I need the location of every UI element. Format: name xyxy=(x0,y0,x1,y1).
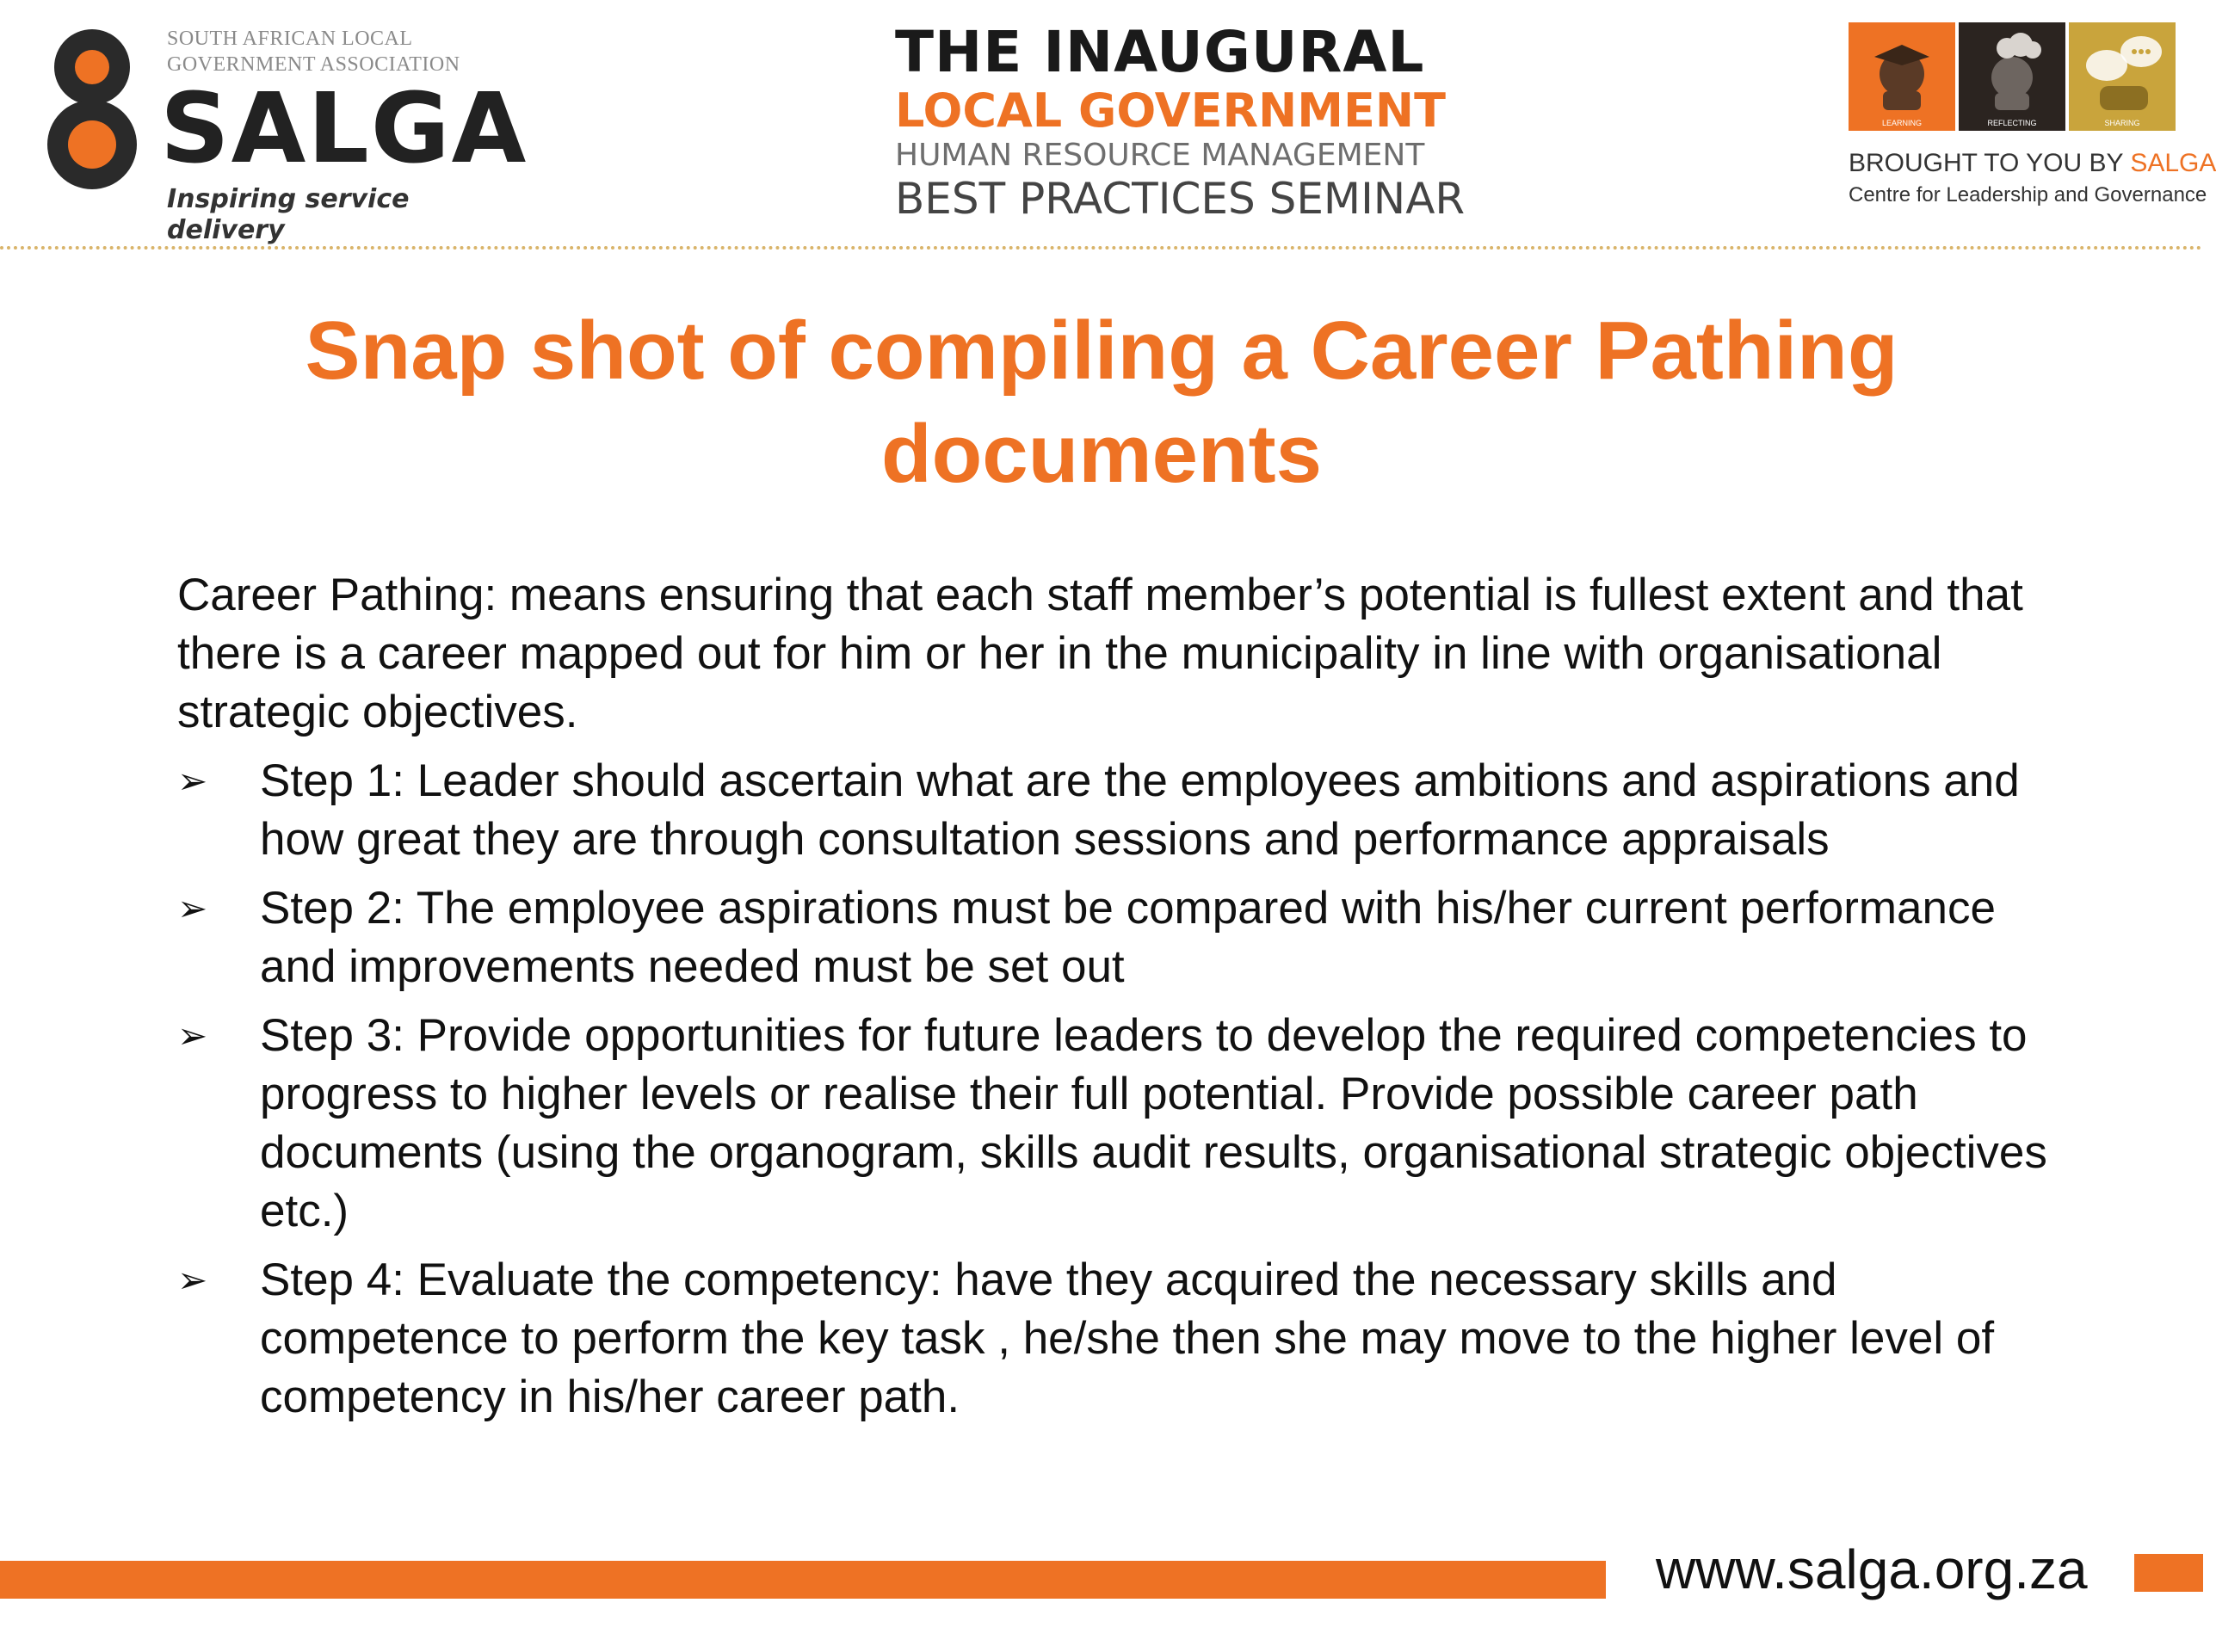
arrow-bullet-icon: ➢ xyxy=(177,1014,208,1057)
list-item xyxy=(177,879,2079,996)
footer-bar-left xyxy=(0,1561,1606,1599)
seminar-title-line2: LOCAL GOVERNMENT xyxy=(895,83,1446,138)
salga-wordmark: SALGA xyxy=(160,73,528,185)
step-text: Step 2: The employee aspirations must be compared with his/her current performance and improvements needed must be set out xyxy=(260,883,1996,992)
header-divider xyxy=(0,246,2203,250)
brought-to-you-by-brand: SALGA xyxy=(2130,149,2216,177)
list-item xyxy=(177,1251,2079,1427)
seminar-title-line1: THE INAUGURAL xyxy=(895,19,1425,85)
step-text: Step 3: Provide opportunities for future leaders to develop the required competencies to progress to higher levels or realise their full potential. Provide possible career path documents (using the organogram, skills audit results, organisational strategic objectives etc.) xyxy=(260,1010,2047,1236)
sharing-tile xyxy=(2069,22,2176,131)
seminar-title-line3: HUMAN RESOURCE MANAGEMENT xyxy=(895,138,1425,173)
seminar-title xyxy=(895,19,1466,224)
footer-url-link[interactable]: www.salga.org.za xyxy=(1656,1538,2088,1600)
arrow-bullet-icon: ➢ xyxy=(177,760,208,802)
salga-logo xyxy=(43,19,528,245)
brought-to-you-by xyxy=(1849,148,2216,179)
list-item xyxy=(177,1007,2079,1241)
steps-list xyxy=(177,752,2079,1427)
step-text: Step 4: Evaluate the competency: have they acquired the necessary skills and competence to perform the key task , he/she then she may move to the higher level of competency in his/her career path. xyxy=(260,1254,1995,1422)
centre-name: Centre for Leadership and Governance xyxy=(1849,183,2207,206)
salga-figure-eight-icon xyxy=(43,22,141,194)
centre-badge-tiles xyxy=(1849,22,2176,131)
slide-title: Snap shot of compiling a Career Pathing documents xyxy=(305,305,1898,500)
sharing-tile-caption: SHARING xyxy=(2104,119,2140,127)
learning-tile-caption: LEARNING xyxy=(1881,119,1923,127)
centre-badge xyxy=(1849,22,2216,229)
salga-tagline: Inspiring service delivery xyxy=(167,184,410,245)
intro-paragraph: Career Pathing: means ensuring that each staff member’s potential is fullest extent and that there is a career mapped out for him or her in the municipality in line with organisational strategic objectives. xyxy=(177,570,2023,737)
arrow-bullet-icon: ➢ xyxy=(177,887,208,929)
brought-to-you-by-prefix: BROUGHT TO YOU BY xyxy=(1849,149,2131,177)
seminar-title-line4: BEST PRACTICES SEMINAR xyxy=(895,174,1466,224)
arrow-bullet-icon: ➢ xyxy=(177,1259,208,1301)
reflecting-tile-caption: REFLECTING xyxy=(1987,119,2037,127)
salga-association-name: SOUTH AFRICAN LOCAL GOVERNMENT ASSOCIATION xyxy=(167,28,460,76)
step-text: Step 1: Leader should ascertain what are the employees ambitions and aspirations and how great they are through consultation sessions and performance appraisals xyxy=(260,755,2020,865)
list-item xyxy=(177,752,2079,869)
slide-body xyxy=(177,566,2079,1437)
footer-bar-right xyxy=(2134,1554,2203,1592)
